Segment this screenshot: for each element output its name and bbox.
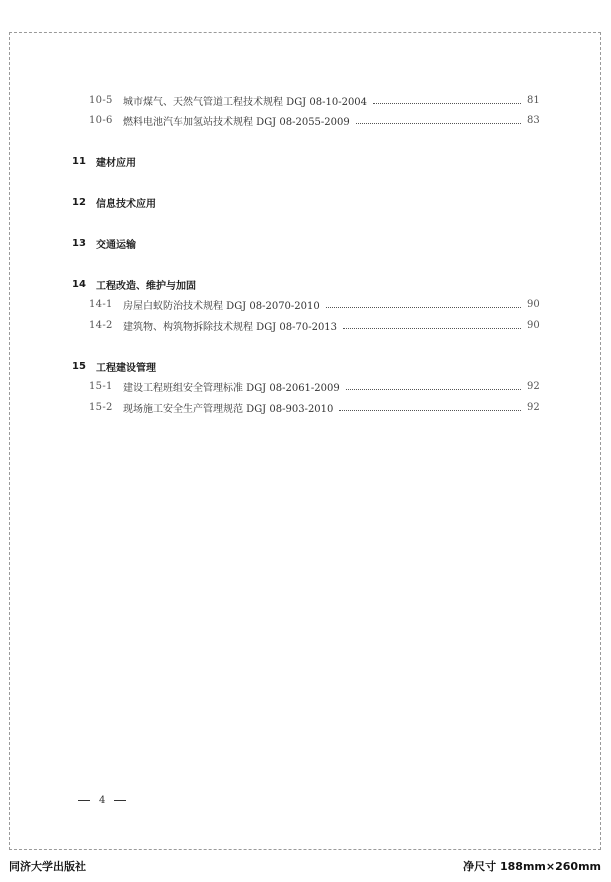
dot-leader (326, 306, 521, 308)
entry-number: 14-1 (89, 298, 113, 310)
entry-page: 92 (527, 380, 540, 392)
entry-title: 燃料电池汽车加氢站技术规程 DGJ 08-2055-2009 (123, 116, 350, 128)
dash-left (78, 800, 90, 801)
section-number: 15 (72, 360, 86, 372)
dot-leader (356, 122, 521, 124)
section-title: 工程改造、维护与加固 (96, 280, 196, 292)
section-title: 工程建设管理 (96, 362, 156, 374)
publisher-label: 同济大学出版社 (9, 860, 86, 873)
entry-page: 83 (527, 114, 540, 126)
dash-right (114, 800, 126, 801)
toc-entry-10-5[interactable] (89, 92, 539, 108)
toc-entry-14-2[interactable] (89, 317, 539, 333)
toc-section-11[interactable] (72, 153, 136, 169)
dot-leader (346, 388, 521, 390)
entry-number: 15-1 (89, 380, 113, 392)
page-number-value: 4 (99, 794, 106, 806)
entry-number: 14-2 (89, 319, 113, 331)
toc-section-12[interactable] (72, 194, 156, 210)
section-number: 11 (72, 155, 86, 167)
entry-number: 10-5 (89, 94, 113, 106)
toc-entry-15-1[interactable] (89, 378, 539, 394)
toc-entry-10-6[interactable] (89, 112, 539, 128)
entry-title: 建筑物、构筑物拆除技术规程 DGJ 08-70-2013 (123, 321, 338, 333)
entry-number: 10-6 (89, 114, 113, 126)
section-title: 交通运输 (96, 239, 136, 251)
entry-page: 92 (527, 401, 540, 413)
trim-size-label: 净尺寸 188mm×260mm (463, 860, 601, 873)
entry-page: 90 (527, 298, 540, 310)
section-number: 12 (72, 196, 86, 208)
toc-section-14[interactable] (72, 276, 196, 292)
toc-entry-15-2[interactable] (89, 399, 539, 415)
section-title: 信息技术应用 (96, 198, 156, 210)
section-number: 14 (72, 278, 86, 290)
entry-number: 15-2 (89, 401, 113, 413)
entry-page: 90 (527, 319, 540, 331)
entry-title: 建设工程班组安全管理标准 DGJ 08-2061-2009 (123, 382, 340, 394)
toc-section-15[interactable] (72, 358, 156, 374)
dot-leader (343, 327, 521, 329)
section-number: 13 (72, 237, 86, 249)
dot-leader (373, 102, 521, 104)
entry-title: 城市煤气、天然气管道工程技术规程 DGJ 08-10-2004 (123, 96, 368, 108)
section-title: 建材应用 (96, 157, 136, 169)
toc-section-13[interactable] (72, 235, 136, 251)
page-number (78, 792, 126, 808)
toc-entry-14-1[interactable] (89, 296, 539, 312)
dot-leader (339, 409, 521, 411)
entry-page: 81 (527, 94, 540, 106)
entry-title: 房屋白蚁防治技术规程 DGJ 08-2070-2010 (123, 300, 320, 312)
entry-title: 现场施工安全生产管理规范 DGJ 08-903-2010 (123, 403, 334, 415)
